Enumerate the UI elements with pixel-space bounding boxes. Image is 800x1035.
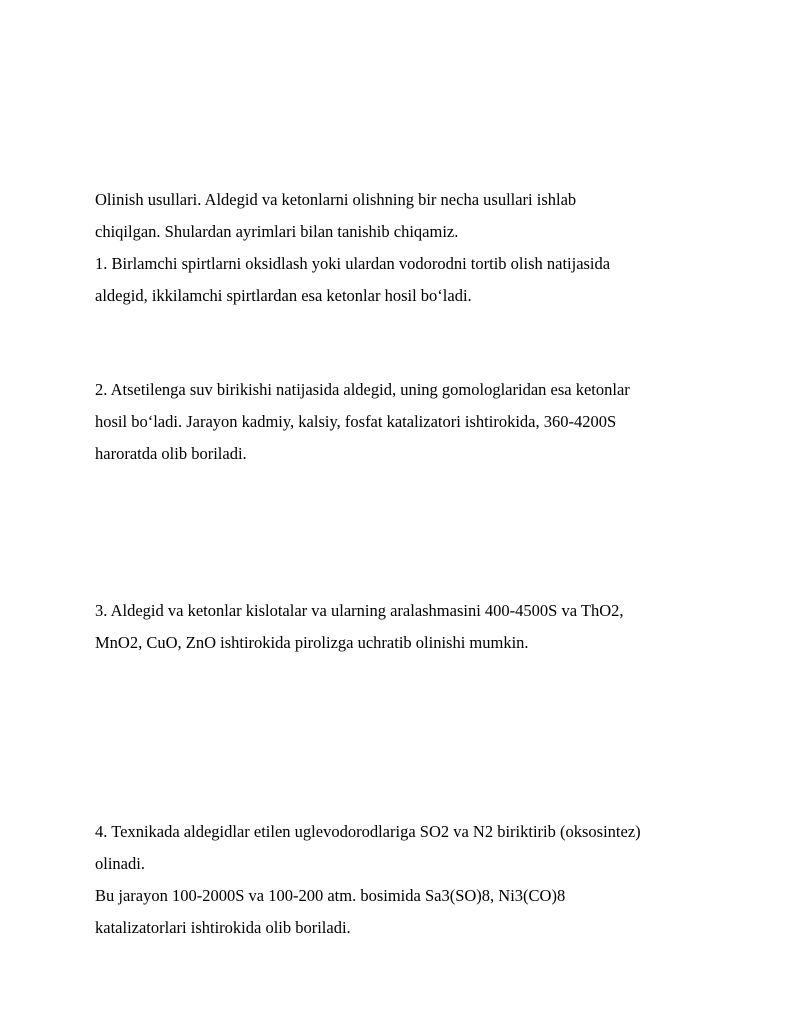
text-line: Olinish usullari. Aldegid va ketonlarni olishning bir necha usullari ishlab	[95, 190, 577, 209]
text-line: MnO2, CuO, ZnO ishtirokida pirolizga uchratib olinishi mumkin.	[95, 633, 529, 652]
text-line: 3. Aldegid va ketonlar kislotalar va ularning aralashmasini 400-4500S va ThO2,	[95, 601, 624, 620]
text-line: 4. Texnikada aldegidlar etilen uglevodorodlariga SO2 va N2 biriktirib (oksosintez)	[95, 822, 641, 841]
text-line: hosil bo‘ladi. Jarayon kadmiy, kalsiy, fosfat katalizatori ishtirokida, 360-4200S	[95, 412, 617, 431]
text-line: Bu jarayon 100-2000S va 100-200 atm. bosimida Sa3(SO)8, Ni3(CO)8	[95, 886, 566, 905]
text-line: haroratda olib boriladi.	[95, 444, 247, 463]
text-line: 2. Atsetilenga suv birikishi natijasida aldegid, uning gomologlaridan esa ketonlar	[95, 380, 630, 399]
text-line: 1. Birlamchi spirtlarni oksidlash yoki ulardan vodorodni tortib olish natijasida	[95, 254, 611, 273]
text-line: olinadi.	[95, 854, 145, 873]
text-line: chiqilgan. Shulardan ayrimlari bilan tanishib chiqamiz.	[95, 222, 459, 241]
text-line: katalizatorlari ishtirokida olib boriladi.	[95, 918, 351, 937]
text-line: aldegid, ikkilamchi spirtlardan esa ketonlar hosil bo‘ladi.	[95, 286, 472, 305]
